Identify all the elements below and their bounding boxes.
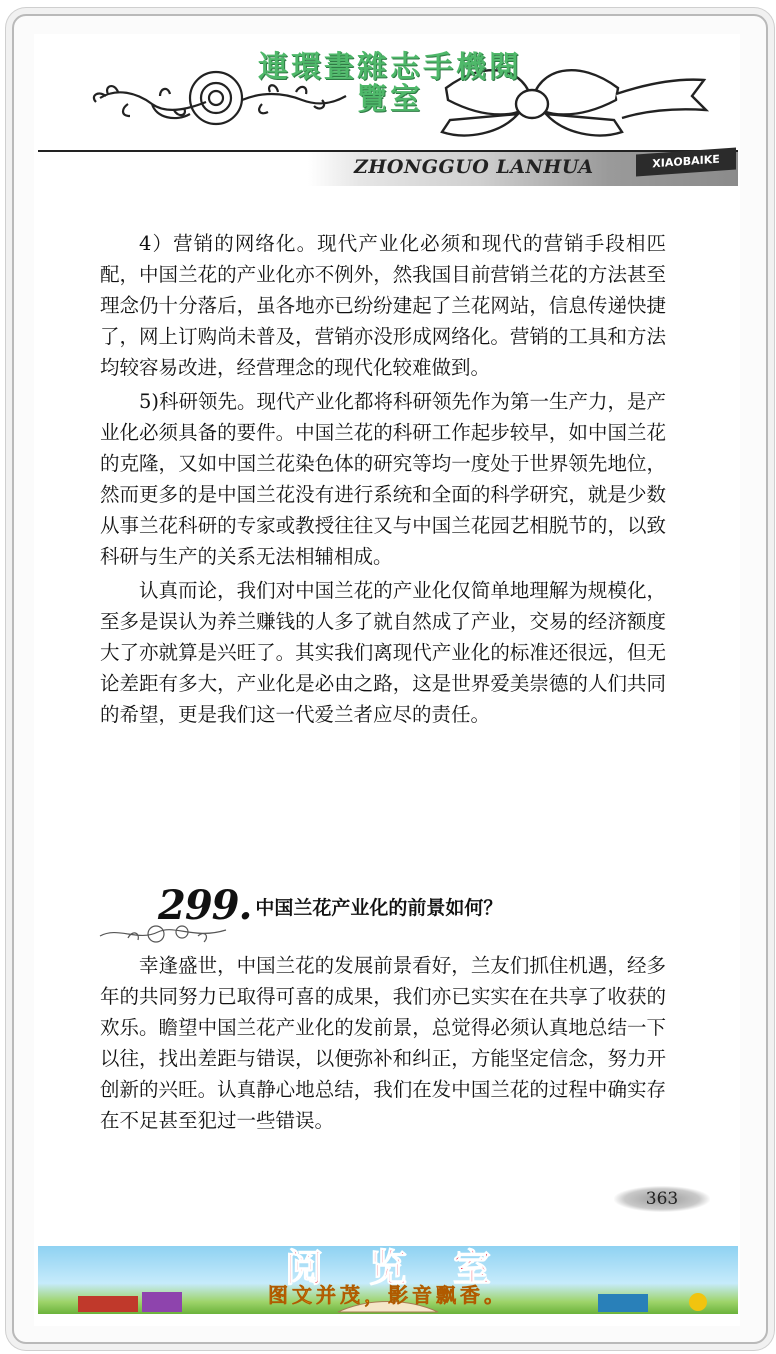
footer-title: 阅览室 [284,1246,537,1290]
page-number: 363 [614,1186,710,1212]
banner-tag: XIAOBAIKE [636,148,736,177]
paragraph: 幸逢盛世，中国兰花的发展前景看好，兰友们抓住机遇，经多年的共同努力已取得可喜的成果，我们亦已实实在在共享了收获的欢乐。瞻望中国兰花产业化的发前景，总觉得必须认真地总结一下以往，找出差距与错误，以便弥补和纠正，方能坚定信念，努力开创新的兴旺。认真静心地总结，我们在发中国兰花的过程中确实存在不足甚至犯过一些错误。 [100,954,666,1132]
section-title: 中国兰花产业化的前景如何？ [255,897,503,919]
magazine-title-line1: 連環畫雜志手機閱 [258,50,522,85]
paragraph: 4）营销的网络化。现代产业化必须和现代的营销手段相匹配，中国兰花的产业化亦不例外，然我国目前营销兰花的方法甚至理念仍十分落后，虽各地亦已纷纷建起了兰花网站，信息传递快捷了，网上订购尚未普及，营销亦没形成网络化。营销的工具和方法均较容易改进，经营理念的现代化较难做到。 [100,232,666,379]
magazine-title-line2: 覽室 [357,82,423,117]
footer-banner [38,1246,738,1314]
footer-subtitle: 图文并茂，影音飘香。 [268,1283,508,1307]
paragraph: 认真而论，我们对中国兰花的产业化仅简单地理解为规模化，至多是误认为养兰赚钱的人多了就自然成了产业，交易的经济额度大了亦就算是兴旺了。其实我们离现代产业化的标准还很远，但无论差距有多大，产业化是必由之路，这是世界爱美崇德的人们共同的希望，更是我们这一代爱兰者应尽的责任。 [100,579,666,726]
section-number: 299. [158,882,252,929]
article-body-top [100,228,666,730]
magazine-title [230,52,550,116]
article-body-bottom [100,950,666,1136]
paragraph: 5)科研领先。现代产业化都将科研领先作为第一生产力，是产业化必须具备的要件。中国兰花的科研工作起步较早，如中国兰花的克隆，又如中国兰花染色体的研究等均一度处于世界领先地位，然而更多的是中国兰花没有进行系统和全面的科学研究，就是少数从事兰花科研的专家或教授往往又与中国兰花园艺相脱节的，以致科研与生产的关系无法相辅相成。 [100,390,667,568]
swirl-ornament-icon [98,916,228,946]
banner-text: ZHONGGUO LANHUA [354,156,594,178]
